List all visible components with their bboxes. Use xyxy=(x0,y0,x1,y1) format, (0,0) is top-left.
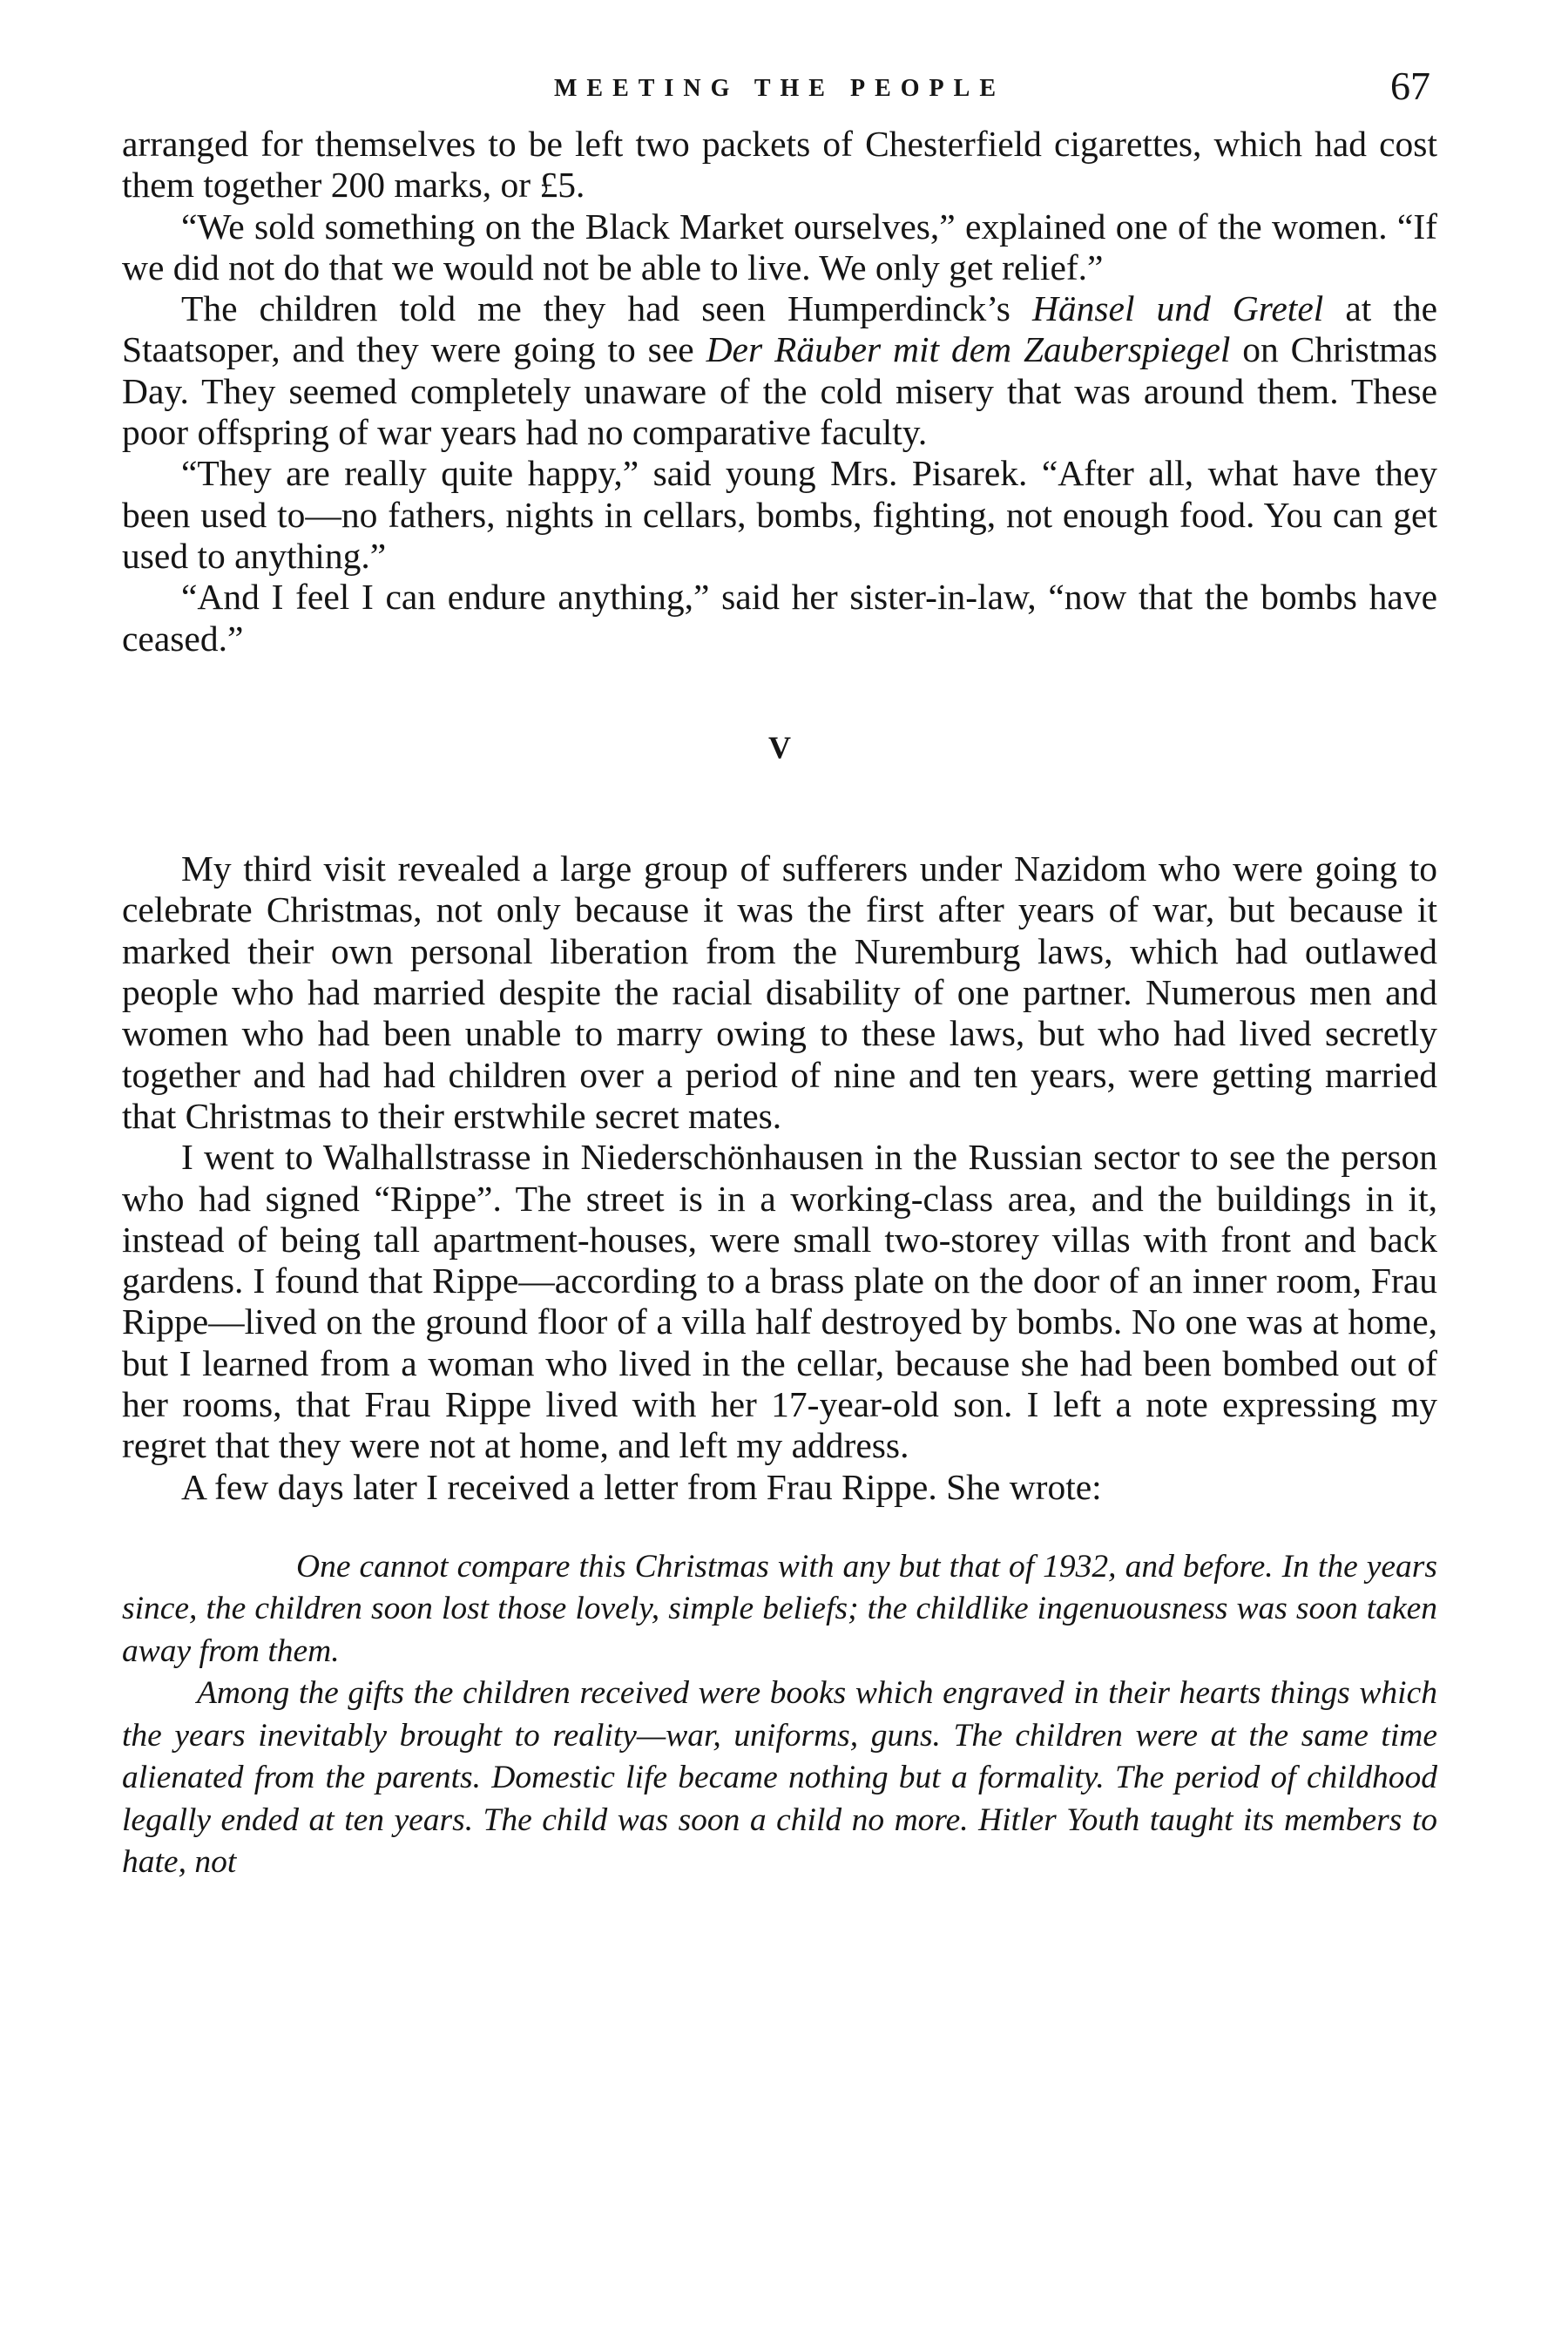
paragraph-sister-in-law: “And I feel I can endure anything,” said her sister-in-law, “now that the bombs have ceased.” xyxy=(122,577,1437,659)
paragraph-text: on Christmas Day. They seemed completely unaware of the cold misery that was around them. These poor offspring of war years had no comparative faculty. xyxy=(122,329,1437,453)
paragraph-mrs-pisarek: “They are really quite happy,” said young Mrs. Pisarek. “After all, what have they been used to—no fathers, nights in cellars, bombs, fighting, not enough food. You can get used to anything.” xyxy=(122,453,1437,576)
paragraph-children-opera xyxy=(122,288,1437,453)
quote-paragraph-1: One cannot compare this Christmas with any but that of 1932, and before. In the years since, the children soon lost those lovely, simple beliefs; the childlike ingenuousness was soon taken away from them. xyxy=(122,1548,1437,1669)
letter-quotation xyxy=(122,1546,1437,1884)
paragraph-letter-intro: A few days later I received a letter from Frau Rippe. She wrote: xyxy=(181,1466,1102,1507)
quote-paragraph-2: Among the gifts the children received were books which engraved in their hearts things which the years inevitably brought to reality—war, uniforms, guns. The children were at the same time alienated from the parents. Domestic life became nothing but a formality. The period of childhood legally ended at ten years. The child was soon a child no more. Hitler Youth taught its members to hate, not xyxy=(122,1675,1437,1881)
body-text xyxy=(122,124,1437,1508)
page-number: 67 xyxy=(1390,64,1430,108)
paragraph-text: The children told me they had seen Humperdinck’s xyxy=(181,288,1032,329)
opera-title-haensel-und-gretel: Hänsel und Gretel xyxy=(1031,288,1324,329)
running-title: MEETING THE PEOPLE xyxy=(554,75,1005,102)
paragraph-continued: arranged for themselves to be left two packets of Chesterfield cigarettes, which had cost them together 200 marks, or £5. xyxy=(122,124,1437,206)
opera-title-der-raeuber: Der Räuber mit dem Zauberspiegel xyxy=(706,329,1231,370)
paragraph-walhallstrasse: I went to Walhallstrasse in Niederschönhausen in the Russian sector to see the person who had signed “Rippe”. The street is in a working-class area, and the buildings in it, instead of being tall apartment-houses, were small two-storey villas with front and back gardens. I found that Rippe—according to a brass plate on the door of an inner room, Frau Rippe—lived on the ground floor of a villa half destroyed by bombs. No one was at home, but I learned from a woman who lived in the cellar, because she had been bombed out of her rooms, that Frau Rippe lived with her 17-year-old son. I left a note expressing my regret that they were not at home, and left my address. xyxy=(122,1137,1437,1466)
paragraph-third-visit: My third visit revealed a large group of sufferers under Nazidom who were going to celebrate Christmas, not only because it was the first after years of war, but because it marked their own personal liberation from the Nuremburg laws, which had outlawed people who had married despite the racial disability of one partner. Numerous men and women who had been unable to marry owing to these laws, but who had lived secretly together and had had children over a period of nine and ten years, were getting married that Christmas to their erstwhile secret mates. xyxy=(122,848,1437,1136)
paragraph-text: at the Staatsoper, and they were going to see xyxy=(122,288,1437,370)
paragraph-black-market: “We sold something on the Black Market ourselves,” explained one of the women. “If we did not do that we would not be able to live. We only get relief.” xyxy=(122,206,1437,287)
book-page xyxy=(122,63,1437,2310)
running-header xyxy=(122,63,1437,124)
section-number: V xyxy=(768,729,791,765)
